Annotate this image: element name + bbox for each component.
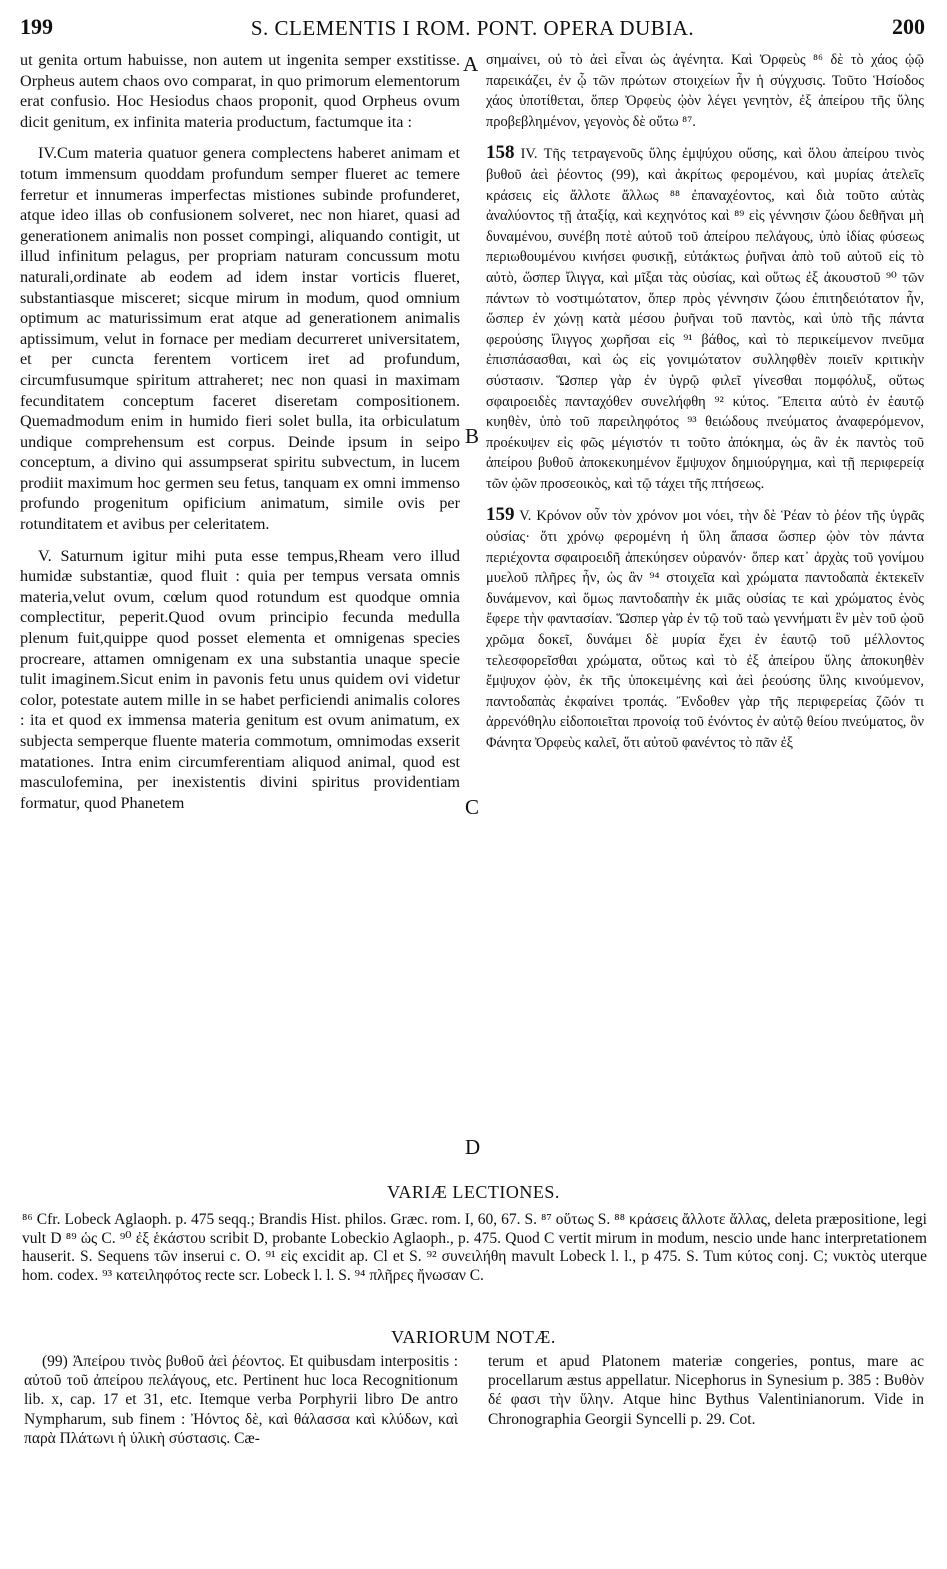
- margin-marker-d: D: [465, 1135, 481, 1159]
- margin-marker-c: C: [465, 795, 480, 819]
- variae-lectiones-title: VARIÆ LECTIONES.: [387, 1182, 560, 1202]
- margin-marker-b: B: [465, 424, 480, 448]
- running-header: [20, 14, 925, 44]
- latin-paragraph-1: ut genita ortum habuisse, non autem ut ingenita semper exstitisse. Orpheus autem chaos ovo comparat, in quo primorum elementorum erat confusio. Hoc Hesiodus chaos proponit, quod Orpheus ovum dicit genitum, ex infinita materia productum, factumque ita :: [20, 51, 460, 131]
- greek-paragraph-1: σημαίνει, οὐ τὸ ἀεὶ εἶναι ὡς ἀγένητα. Καὶ Ὀρφεὺς ⁸⁶ δὲ τὸ χάος ᾠῷ παρεικάζει, ἐν ᾧ τῶν πρώτων στοιχείων ἦν ἡ σύγχυσις. Τοῦτο Ἡσίοδος χάος ὑποτίθεται, ὅπερ Ὀρφεὺς ᾠὸν λέγει γενητὸν, ἐξ ἀπείρου τῆς ὕλης προβεβλημένον, γεγονὸς δὲ οὕτω ⁸⁷.: [486, 52, 924, 130]
- variae-lectiones-body: [22, 1211, 927, 1285]
- greek-paragraph-3-text: V. Κρόνον οὖν τὸν χρόνον μοι νόει, τὴν δὲ Ῥέαν τὸ ῥέον τῆς ὑγρᾶς οὐσίας· ὅτι χρόνῳ φερομένη ἡ ὕλη ἅπασα ὥσπερ ᾠὸν τὸν πάντα περιέχοντα σφαιροειδῆ ἀπεκύησεν οὐρανόν· ὅπερ κατ᾽ ἀρχὰς τοῦ γονίμου μυελοῦ πλῆρες ἦν, ὡς ἂν ⁹⁴ στοιχεῖα καὶ χρώματα παντοδαπὰ ἐκτεκεῖν δυνάμενον, καὶ ὅμως παντοδαπὴν ἐκ μιᾶς οὐσίας τε καὶ χρώματος ἑνὸς ἔφερε τὴν φαντασίαν. Ὥσπερ γὰρ ἐν τῷ τοῦ ταὼ γεννήματι ἓν μὲν τοῦ ᾠοῦ χρῶμα δοκεῖ, δυνάμει δὲ μυρία ἔχει ἐν ἑαυτῷ τοῦ μέλλοντος τελεσφορεῖσθαι χρώματα, οὕτως καὶ τὸ ἐξ ἀπείρου ὕλης ἀποκυηθὲν ἔμψυχον ᾠὸν, ἐκ τῆς ὑποκειμένης καὶ ἀεὶ ῥεούσης ὕλης κινούμενον, παντοδαπὰς ἐκφαίνει τροπάς. Ἔνδοθεν γὰρ τῆς περιφερείας ζῶόν τι ἀρρενόθηλυ εἰδοποιεῖται προνοίᾳ τοῦ ἐνόντος ἐν αὐτῷ θείου πνεύματος, ὃν Φάνητα Ὀρφεὺς καλεῖ, ὅτι αὐτοῦ φανέντος τὸ πᾶν ἐξ: [486, 508, 924, 751]
- note-99-text: (99) Ἀπείρου τινὸς βυθοῦ ἀεὶ ῥέοντος. Et quibusdam interpositis : αὐτοῦ τοῦ ἀπείρου πελάγους, etc. Pertinent huc loca Recognitionum lib. x, cap. 17 et 31, etc. Itemque verba Porphyrii libro De antro Nympharum, sub finem : Ἠόντος δὲ, καὶ θάλασσα καὶ κλύδων, καὶ παρὰ Πλάτωνι ἡ ὑλικὴ σύστασις. Cæ-: [24, 1353, 458, 1447]
- note-99-continued: terum et apud Platonem materiæ congeries, pontus, mare ac procellarum æstus appellatur. Nicephorus in Synesium p. 385 : Βυθὸν δέ φασι τὴν ὕλην. Atque hinc Bythus Valentinianorum. Vide in Chronographia Georgii Syncelli p. 29. Cot.: [488, 1353, 924, 1428]
- greek-paragraph-3: [486, 505, 924, 753]
- page-number-left: 199: [20, 14, 53, 39]
- variorum-notae-title: VARIORUM NOTÆ.: [391, 1327, 556, 1347]
- section-number-159: 159: [486, 504, 515, 526]
- page-number-right: 200: [892, 14, 925, 39]
- greek-paragraph-2-text: IV. Τῆς τετραγενοῦς ὕλης ἐμψύχου οὔσης, καὶ ὅλου ἀπείρου τινὸς βυθοῦ ἀεὶ ῥέοντος (99), καὶ ἀκρίτως φερομένου, καὶ μυρίας ἀτελεῖς κράσεις εἰς ἄλλοτε ἄλλως ⁸⁸ ἐπαναχέοντος, καὶ διὰ τοῦτο αὐτὰς ἀναλύοντος τῇ ἀταξίᾳ, καὶ κεχηνότος καὶ ⁸⁹ εἰς γέννησιν ζώου δεθῆναι μὴ δυναμένου, συνέβη ποτὲ αὐτοῦ τοῦ ἀπείρου πελάγους, ὑπὸ ἰδίας φύσεως περιωθουμένου κινήσει φυσικῇ, εὐτάκτως ῥυῆναι ἀπὸ τοῦ αὐτοῦ εἰς τὸ αὐτὸ, ὥσπερ ἴλιγγα, καὶ μῖξαι τὰς οὐσίας, καὶ οὕτως ἐξ ἀκουστοῦ ⁹⁰ τῶν πάντων τὸ νοστιμώτατον, ὅπερ πρὸς γέννησιν ζώου ἐπιτηδειότατον ἦν, ὥσπερ ἐν χώνῃ κατὰ μέσου ῥυῆναι τοῦ παντὸς, καὶ ὑπὸ τῆς πάντα φερούσης ἴλιγγος χωρῆσαι εἰς ⁹¹ βάθος, καὶ τὸ περικείμενον πνεῦμα ἐπισπάσασθαι, καὶ ὡς εἰς γονιμώτατον συλληφθὲν ποιεῖν κριτικὴν σύστασιν. Ὥσπερ γὰρ ἐν ὑγρῷ φιλεῖ γίνεσθαι πομφόλυξ, οὕτως σφαιροειδὲς πανταχόθεν συνελήφθη ⁹² κύτος. Ἔπειτα αὐτὸ ἐν ἑαυτῷ κυηθὲν, ὑπὸ τοῦ παρειληφότος ⁹³ θειώδους πνεύματος ἀναφερόμενον, προέκυψεν εἰς φῶς μέγιστόν τι τοῦτο ἀπόκημα, ὡς ἂν ἐκ παντὸς τοῦ ἀπείρου βυθοῦ ἀποκεκυημένον ἔμψυχον δημιούργημα, καὶ τῇ περιφερείᾳ τῶν ᾠῶν προσεοικὸς, καὶ τῷ τάχει τῆς πτήσεως.: [486, 146, 924, 492]
- variae-lectiones-text: ⁸⁶ Cfr. Lobeck Aglaoph. p. 475 seqq.; Brandis Hist. philos. Græc. rom. I, 60, 67. S. ⁸⁷ οὕτως S. ⁸⁸ κράσεις ἄλλοτε ἄλλας, deleta præpositione, legi vult D ⁸⁹ ὡς C. ⁹⁰ ἐξ ἑκάστου scribit D, probante Lobeckio Aglaoph., p. 475. Quod C vertit mirum in modum, nescio unde hanc interpretationem hauserit. S. Sequens τῶν inserui c. O. ⁹¹ εἰς excidit ap. Cl et S. ⁹² συνειλήθη mavult Lobeck l. l., p 475. S. Tum κύτος conj. C; νυκτὸς uterque hom. codex. ⁹³ κατειληφότος recte scr. Lobeck l. l. S. ⁹⁴ πλῆρες ἤνωσαν C.: [22, 1211, 927, 1284]
- latin-column: [20, 50, 460, 813]
- variorum-notae-left: [24, 1352, 458, 1448]
- margin-marker-a: A: [463, 52, 479, 76]
- section-number-158: 158: [486, 142, 515, 164]
- greek-paragraph-2: [486, 143, 924, 494]
- running-title: S. CLEMENTIS I ROM. PONT. OPERA DUBIA.: [250, 16, 695, 40]
- greek-column: [486, 50, 924, 754]
- variorum-notae-right: [488, 1352, 924, 1429]
- latin-paragraph-2: IV.Cum materia quatuor genera complectens haberet animam et totum immensum quoddam profundum semper flueret ac temere ferretur et innumeras imperfectas mistiones subinde profunderet, atque ideo illas ob confusionem solveret, nec non hiaret, quasi ad generationem animalis non posset compingi, aliquando contigit, ut illud infinitum pelagus, per propriam naturam concussum motu naturali,ordinate ab eodem ad idem instar vorticis flueret, substantiasque misceret; sicque mirum in modum, quod omnium optimum ac maturissimum erat atque ad generationem animalis aptissimum, velut in fornace per mediam decurreret universitatem, et per cuncta ferentem vorticem iret ad profundum, circumfusumque spiritum attraheret; nec non quasi in maximam fecunditatem conceptum faceret diseretam compositionem. Quemadmodum enim in humido fieri solet bulla, ita orbiculatum undique comprehensum est corpus. Deinde ipsum in seipo conceptum, a divino qui assumpserat spiritu subvectum, in lucem prodiit maximum hoc germen seu fetus, tanquam ex omni immenso profundo progenitum opificium animatum, simile ovis per rotunditatem et avibus per celeritatem.: [20, 144, 460, 534]
- latin-paragraph-3: V. Saturnum igitur mihi puta esse tempus,Rheam vero illud humidæ substantiæ, quod fluit : quia per tempus versata omnis materia,velut ovum, cœlum quod rotundum est quodque omnia complectitur, peperit.Quod ovum principio fecunda medulla plenum fuit,quippe quod posset elementa et omnigenas species procreare, attamen omnigenam ex una substantia unaque specie tulit imaginem.Sicut enim in pavonis fetu unus quidem ovi videtur color, potestate autem mille in se habet perficiendi animalis colores : ita et quod ex immensa materia genitum est ovum animatum, ex subjecta semperque fluente materia commotum, omnimodas exserit matationes. Intra enim circumferentiam aliquod animal, quod est masculofemina, per inexistentis divini spiritus providentiam formatur, quod Phanetem: [20, 546, 460, 812]
